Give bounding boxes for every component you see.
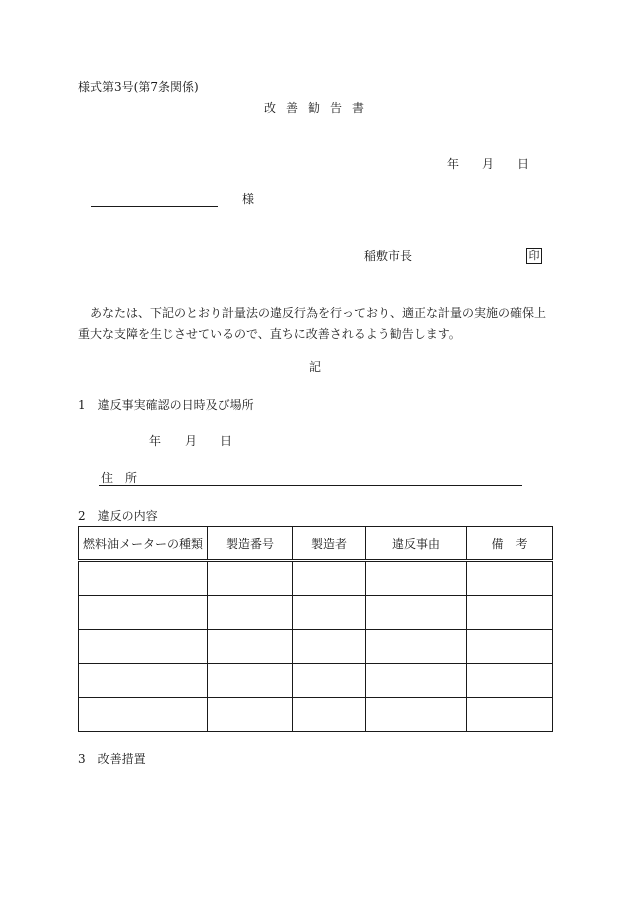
section1-date-day: 日: [220, 434, 233, 448]
table-cell: [293, 664, 366, 698]
table-cell: [208, 664, 293, 698]
table-cell: [366, 630, 467, 664]
column-header-serial-number: 製造番号: [208, 527, 293, 561]
table-cell: [467, 630, 553, 664]
address-label: 住 所: [101, 471, 138, 485]
table-cell: [79, 630, 208, 664]
form-number: 様式第3号(第7条関係): [78, 80, 199, 94]
issue-date-day: 日: [517, 157, 530, 171]
section1-date-year: 年: [149, 434, 162, 448]
issue-date-month: 月: [482, 157, 495, 171]
issue-date-year: 年: [447, 157, 460, 171]
table-cell: [467, 596, 553, 630]
ki-heading: 記: [309, 360, 322, 374]
column-header-meter-type: 燃料油メーターの種類: [79, 527, 208, 561]
table-cell: [79, 561, 208, 596]
table-cell: [208, 630, 293, 664]
table-cell: [79, 664, 208, 698]
table-cell: [79, 698, 208, 732]
address-line: [99, 471, 522, 486]
column-header-violation-reason: 違反事由: [366, 527, 467, 561]
addressee-suffix: 様: [242, 192, 255, 206]
body-text: あなたは、下記のとおり計量法の違反行為を行っており、適正な計量の実施の確保上重大な支障を生じさせているので、直ちに改善されるよう勧告します。: [78, 306, 547, 341]
table-row: [79, 596, 553, 630]
table-cell: [79, 596, 208, 630]
document-title: 改善勧告書: [263, 101, 374, 115]
table-cell: [208, 596, 293, 630]
table-cell: [467, 664, 553, 698]
table-cell: [208, 698, 293, 732]
seal-stamp: 印: [526, 248, 542, 264]
column-header-manufacturer: 製造者: [293, 527, 366, 561]
section3-heading: 3 改善措置: [78, 752, 146, 766]
table-cell: [293, 596, 366, 630]
issuer-title: 稲敷市長: [364, 249, 413, 263]
section1-date-month: 月: [185, 434, 198, 448]
table-cell: [366, 664, 467, 698]
section2-heading: 2 違反の内容: [78, 509, 158, 523]
table-cell: [366, 698, 467, 732]
table-cell: [208, 561, 293, 596]
section1-heading: 1 違反事実確認の日時及び場所: [78, 398, 254, 412]
table-cell: [467, 561, 553, 596]
addressee-name-line: [91, 192, 218, 207]
table-row: [79, 561, 553, 596]
table-cell: [366, 561, 467, 596]
table-cell: [366, 596, 467, 630]
table-cell: [293, 698, 366, 732]
table-cell: [293, 630, 366, 664]
table-row: [79, 630, 553, 664]
table-row: [79, 664, 553, 698]
table-row: [79, 698, 553, 732]
table-cell: [467, 698, 553, 732]
table-cell: [293, 561, 366, 596]
violation-table: [78, 526, 553, 732]
column-header-remarks: 備 考: [467, 527, 553, 561]
